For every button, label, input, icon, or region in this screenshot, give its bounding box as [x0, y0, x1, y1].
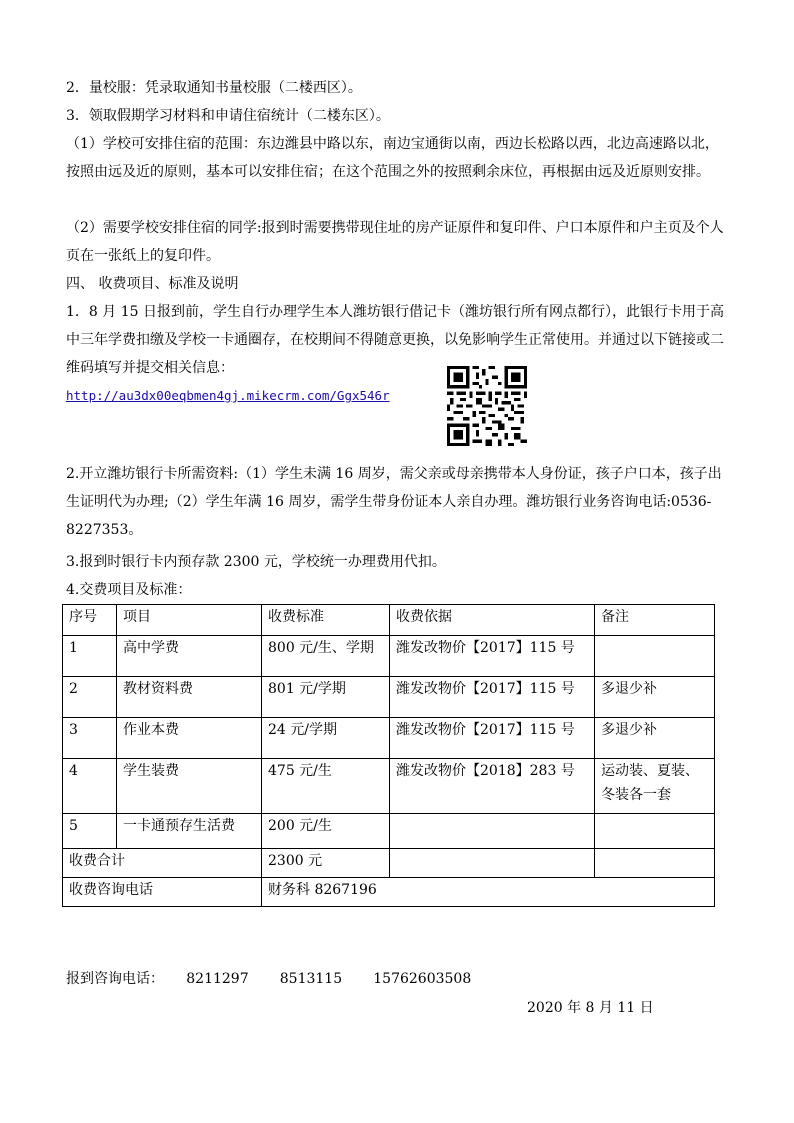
paragraph-deposit: 3.报到时银行卡内预存款 2300 元，学校统一办理费用代扣。	[66, 554, 446, 570]
paragraph-bank-card: 1．8 月 15 日报到前，学生自行办理学生本人潍坊银行借记卡（潍坊银行所有网点都行），此银行卡用于高中三年学费扣缴及学校一卡通圈存，在校期间不得随意更换，以免影响学生正常使用。并通过以下链接或二维码填写并提交相关信息：	[66, 304, 724, 376]
paragraph-fee-items: 4.交费项目及标准：	[66, 582, 192, 598]
table-cell: 作业本费	[117, 718, 262, 759]
registration-link[interactable]: http://au3dx00eqbmen4gj.mikecrm.com/Ggx546r	[66, 388, 390, 403]
table-row	[63, 636, 715, 677]
header-cell: 序号	[63, 605, 117, 636]
table-cell: 潍发改物价【2018】283 号	[390, 759, 595, 814]
table-cell: 801 元/学期	[262, 677, 390, 718]
table-row	[63, 814, 715, 849]
table-phone-row	[63, 878, 715, 907]
table-cell: 潍发改物价【2017】115 号	[390, 636, 595, 677]
table-row	[63, 718, 715, 759]
table-cell: 3	[63, 718, 117, 759]
registration-contact: 报到咨询电话： 8211297 8513115 15762603508	[66, 971, 472, 987]
header-cell: 收费依据	[390, 605, 595, 636]
paragraph-bank-documents: 2.开立潍坊银行卡所需资料:（1）学生未满 16 周岁，需父亲或母亲携带本人身份证，孩子户口本，孩子出生证明代为办理;（2）学生年满 16 周岁，需学生带身份证本人亲自办理。潍坊银行业务咨询电话:0536-8227353。	[66, 466, 722, 538]
table-total-row	[63, 849, 715, 878]
table-cell: 多退少补	[595, 718, 715, 759]
table-cell: 潍发改物价【2017】115 号	[390, 677, 595, 718]
table-cell	[595, 814, 715, 849]
table-cell: 一卡通预存生活费	[117, 814, 262, 849]
table-cell: 多退少补	[595, 677, 715, 718]
fee-table	[62, 604, 715, 907]
total-value: 2300 元	[262, 849, 390, 878]
table-cell: 4	[63, 759, 117, 814]
table-header-row	[63, 605, 715, 636]
table-cell: 5	[63, 814, 117, 849]
table-cell: 运动装、夏装、冬装各一套	[595, 759, 715, 814]
document-date: 2020 年 8 月 11 日	[527, 1000, 654, 1016]
header-cell: 项目	[117, 605, 262, 636]
table-row	[63, 677, 715, 718]
section-heading-fees: 四、 收费项目、标准及说明	[66, 276, 239, 292]
table-cell: 潍发改物价【2017】115 号	[390, 718, 595, 759]
paragraph-materials: 3．领取假期学习材料和申请住宿统计（二楼东区）。	[66, 108, 390, 124]
table-cell: 学生装费	[117, 759, 262, 814]
table-cell	[595, 849, 715, 878]
header-cell: 备注	[595, 605, 715, 636]
paragraph-dorm-range: （1）学校可安排住宿的范围：东边潍县中路以东，南边宝通街以南，西边长松路以西，北边高速路以北，按照由远及近的原则，基本可以安排住宿；在这个范围之外的按照剩余床位，再根据由远及近原则安排。	[66, 136, 719, 180]
phone-value: 财务科 8267196	[262, 878, 715, 907]
table-cell: 800 元/生、学期	[262, 636, 390, 677]
total-label: 收费合计	[63, 849, 262, 878]
qr-code-icon	[447, 366, 527, 446]
table-cell	[390, 849, 595, 878]
table-cell: 高中学费	[117, 636, 262, 677]
table-cell: 24 元/学期	[262, 718, 390, 759]
table-cell: 1	[63, 636, 117, 677]
table-cell: 教材资料费	[117, 677, 262, 718]
phone-label: 收费咨询电话	[63, 878, 262, 907]
table-cell: 475 元/生	[262, 759, 390, 814]
table-cell: 200 元/生	[262, 814, 390, 849]
table-cell	[595, 636, 715, 677]
header-cell: 收费标准	[262, 605, 390, 636]
table-cell	[390, 814, 595, 849]
table-cell: 2	[63, 677, 117, 718]
paragraph-uniform: 2．量校服：凭录取通知书量校服（二楼西区）。	[66, 80, 362, 96]
paragraph-dorm-documents: （2）需要学校安排住宿的同学:报到时需要携带现住址的房产证原件和复印件、户口本原件和户主页及个人页在一张纸上的复印件。	[66, 220, 724, 264]
table-row	[63, 759, 715, 814]
